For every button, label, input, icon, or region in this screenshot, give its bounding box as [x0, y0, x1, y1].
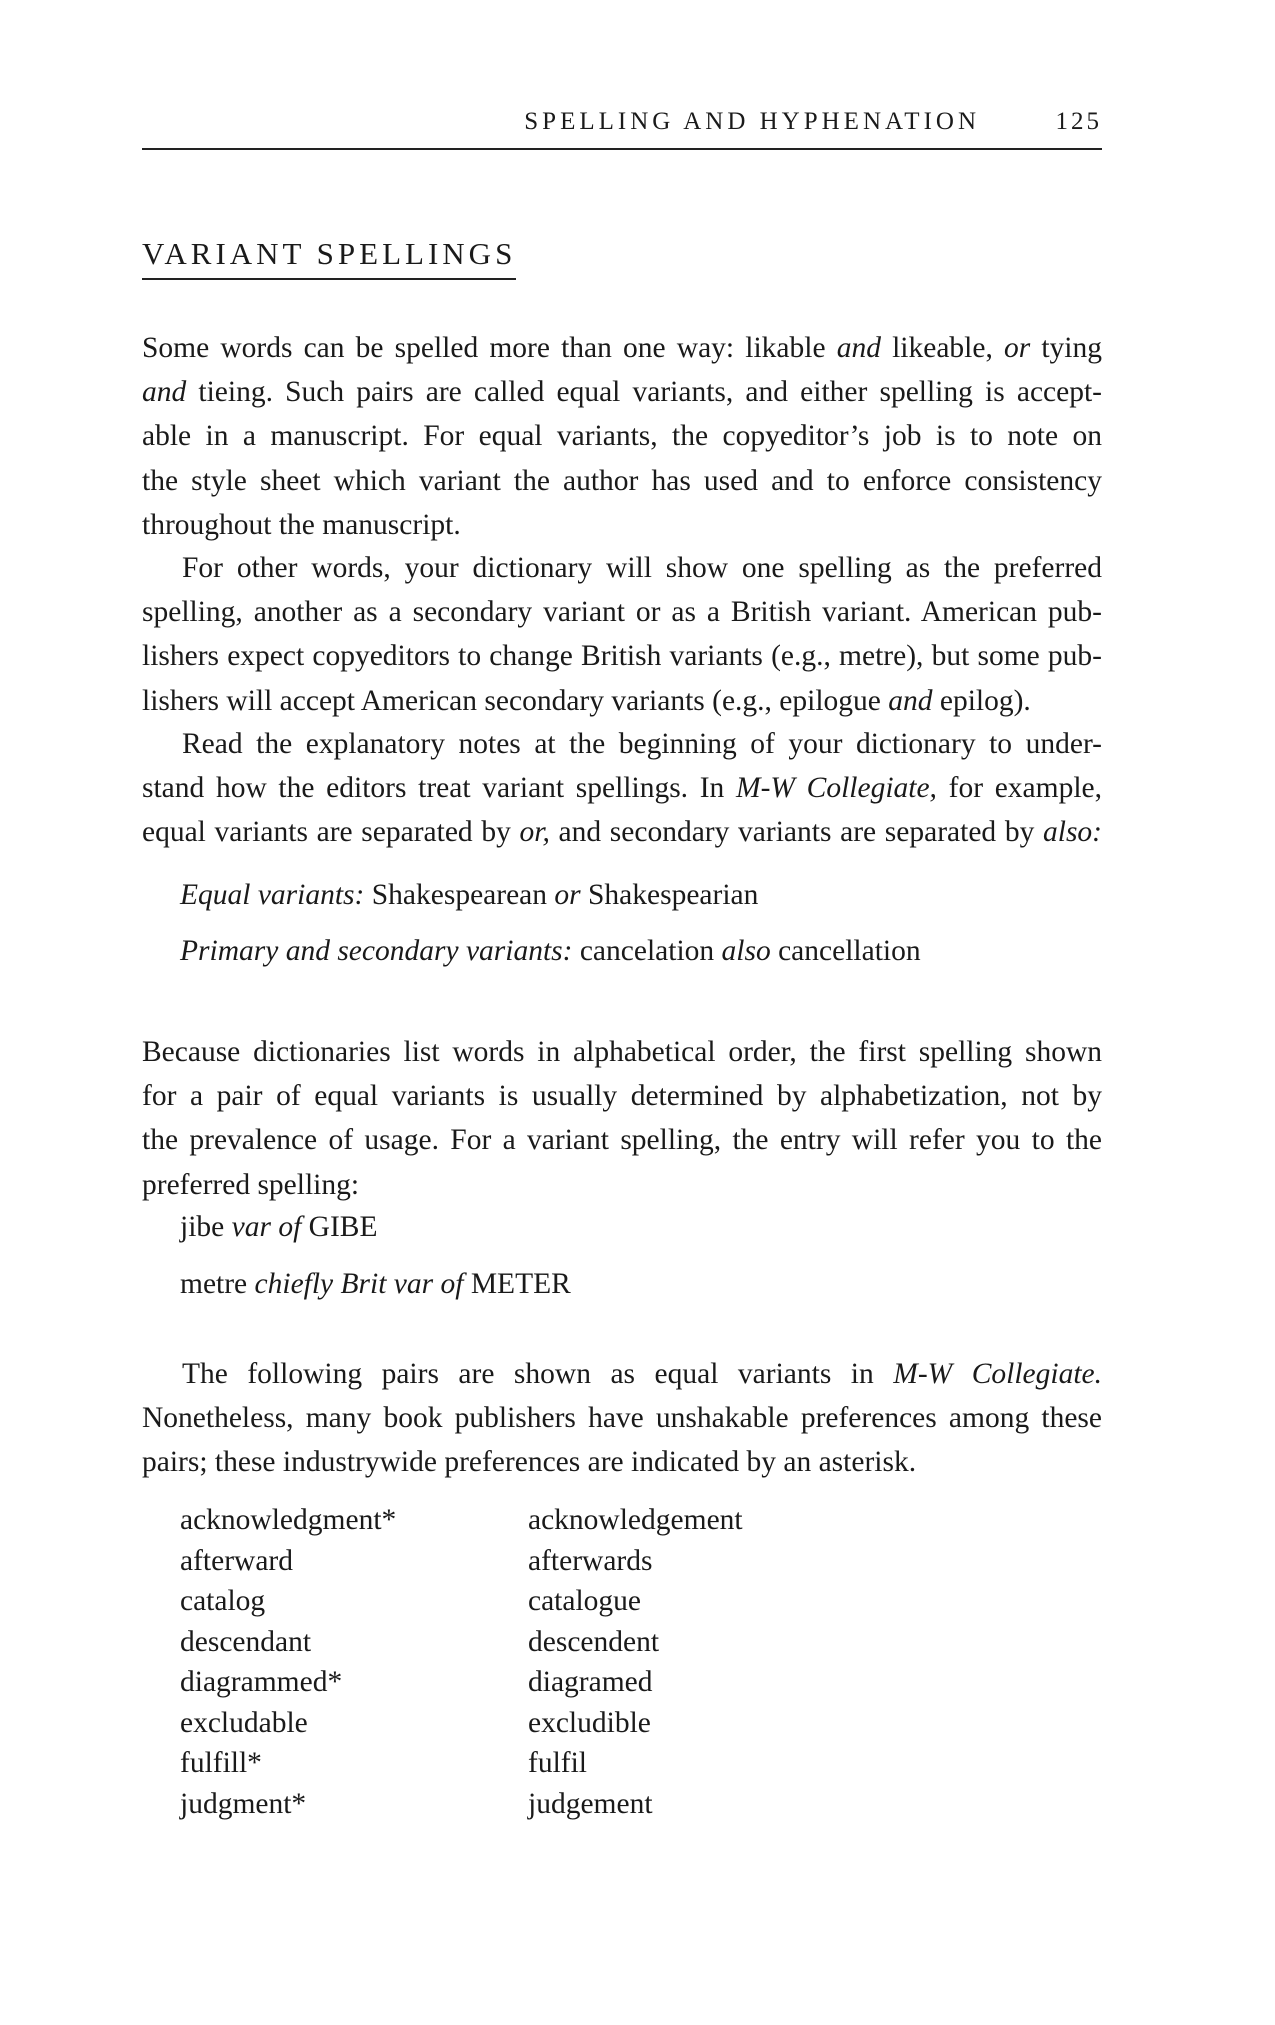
variant-spelling: acknowledgement: [528, 1504, 743, 1536]
text-line: Nonetheless, many book publishers have unshakable preferences among these: [142, 1402, 1102, 1435]
text-line: lishers expect copyeditors to change British variants (e.g., metre), but some pub-: [142, 640, 1102, 673]
preferred-spelling: catalog: [180, 1585, 266, 1617]
variant-spelling: diagramed: [528, 1666, 653, 1698]
variant-spelling: afterwards: [528, 1544, 653, 1577]
text-line: lishers will accept American secondary variants (e.g., epilogue and epilog).: [142, 684, 1031, 717]
paragraph-equal-variant-pairs: [142, 1352, 1102, 1485]
table-row: [180, 1662, 880, 1703]
preferred-spelling: descendant: [180, 1625, 312, 1658]
example-primary-secondary-variants: Primary and secondary variants: cancelation also cancellation: [180, 935, 921, 967]
text-line: stand how the editors treat variant spellings. In M-W Collegiate, for example,: [142, 772, 1102, 805]
text-line: equal variants are separated by or, and secondary variants are separated by also:: [142, 816, 1102, 849]
preferred-spelling: judgment*: [180, 1787, 307, 1820]
text-line: for a pair of equal variants is usually determined by alphabetization, not by: [142, 1080, 1102, 1113]
text-line: the style sheet which variant the author has used and to enforce consistency: [142, 464, 1102, 497]
paragraph-explanatory-notes: [142, 722, 1102, 855]
text-line: Because dictionaries list words in alphabetical order, the first spelling shown: [142, 1036, 1102, 1068]
page-number: 125: [1055, 108, 1102, 135]
text-line: and tieing. Such pairs are called equal variants, and either spelling is accept-: [142, 376, 1102, 409]
example-entry-jibe: jibe var of GIBE: [180, 1211, 378, 1243]
table-row: [180, 1622, 880, 1663]
preferred-spelling: excludable: [180, 1706, 308, 1739]
text-line: preferred spelling:: [142, 1168, 360, 1201]
variant-spelling: fulfil: [528, 1747, 587, 1779]
text-line: able in a manuscript. For equal variants, the copyeditor’s job is to note on: [142, 420, 1102, 453]
table-row: [180, 1743, 880, 1784]
preferred-spelling: afterward: [180, 1544, 294, 1577]
example-entry-metre: metre chiefly Brit var of METER: [180, 1268, 571, 1300]
text-line: The following pairs are shown as equal variants in M-W Collegiate.: [182, 1358, 1102, 1390]
preferred-spelling: diagrammed*: [180, 1666, 343, 1698]
variant-spelling: excludible: [528, 1706, 651, 1739]
paragraph-intro: [142, 326, 1102, 547]
table-row: [180, 1541, 880, 1582]
table-row: [180, 1500, 880, 1541]
paragraph-preferred-spelling: [142, 546, 1102, 723]
variant-spelling: descendent: [528, 1625, 660, 1658]
text-line: the prevalence of usage. For a variant spelling, the entry will refer you to the: [142, 1124, 1102, 1157]
variant-spelling: catalogue: [528, 1585, 642, 1617]
running-head: [142, 108, 1102, 150]
text-line: Some words can be spelled more than one way: likable and likeable, or tying: [142, 332, 1102, 364]
preferred-spelling: acknowledgment*: [180, 1504, 397, 1536]
text-line: Read the explanatory notes at the beginning of your dictionary to under-: [182, 728, 1102, 760]
book-page: [142, 0, 1102, 2025]
section-heading: VARIANT SPELLINGS: [142, 236, 516, 280]
text-line: For other words, your dictionary will show one spelling as the preferred: [182, 552, 1102, 584]
text-line: throughout the manuscript.: [142, 508, 461, 541]
variant-pairs-table: [180, 1500, 880, 1824]
text-line: spelling, another as a secondary variant or as a British variant. American pub-: [142, 596, 1102, 629]
paragraph-alphabetical-order: [142, 1030, 1102, 1207]
table-row: [180, 1784, 880, 1825]
example-equal-variants: Equal variants: Shakespearean or Shakespearian: [180, 879, 759, 911]
preferred-spelling: fulfill*: [180, 1747, 262, 1779]
running-head-title: SPELLING AND HYPHENATION: [524, 108, 980, 135]
table-row: [180, 1703, 880, 1744]
table-row: [180, 1581, 880, 1622]
text-line: pairs; these industrywide preferences are indicated by an asterisk.: [142, 1446, 917, 1479]
variant-spelling: judgement: [528, 1787, 653, 1820]
